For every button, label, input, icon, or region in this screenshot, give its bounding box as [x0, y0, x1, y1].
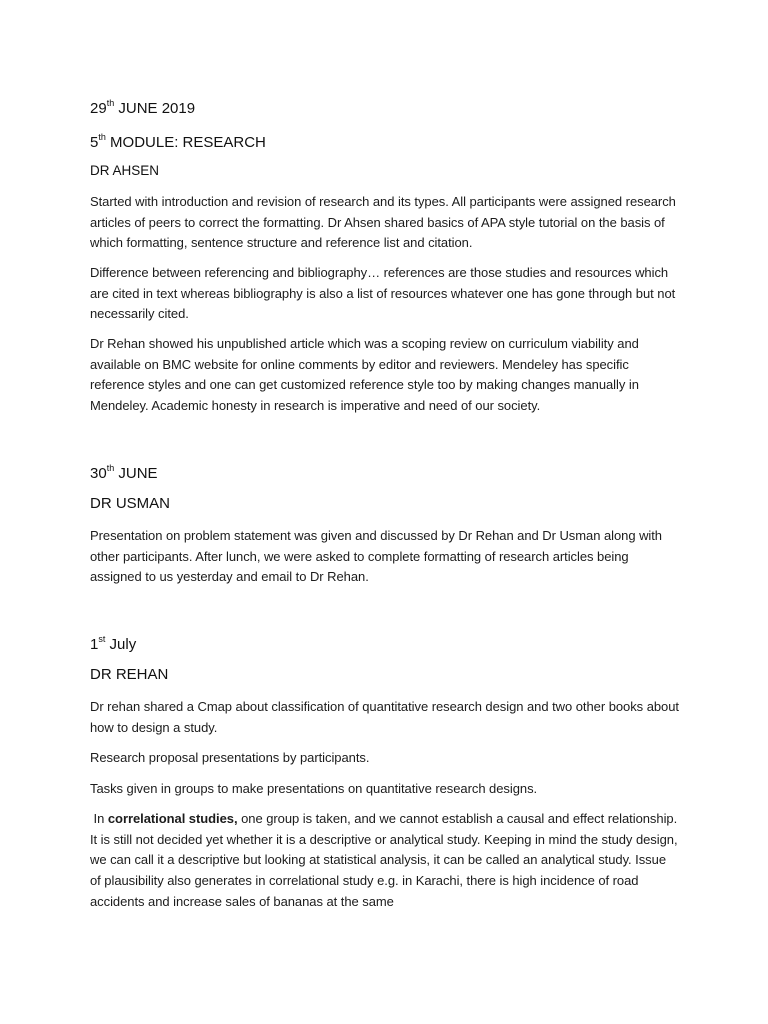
paragraph: Research proposal presentations by participants. [90, 750, 370, 765]
paragraph: Tasks given in groups to make presentations on quantitative research designs. [90, 781, 538, 796]
module-heading [90, 128, 680, 153]
module-title: MODULE: RESEARCH [105, 134, 266, 151]
date-heading-30-june [90, 459, 680, 484]
speaker-heading-usman: DR USMAN [90, 495, 171, 512]
paragraph: Dr Rehan showed his unpublished article which was a scoping review on curriculum viability and available on BMC website for online comments by editor and reviewers. Mendeley has specific reference styles and one can get customized reference style too by making changes manually in Mendeley. Academic honesty in research is imperative and need of our society. [90, 336, 639, 414]
date-heading-29-june [90, 94, 680, 119]
module-suffix: th [98, 132, 106, 142]
date-suffix: th [106, 463, 115, 473]
speaker-heading-rehan: DR REHAN [90, 666, 169, 683]
date-day: 29 [90, 100, 107, 117]
date-suffix: th [106, 98, 115, 108]
date-suffix: st [98, 634, 106, 644]
date-rest: July [105, 636, 137, 653]
paragraph: Dr rehan shared a Cmap about classification of quantitative research design and two other books about how to design a study. [90, 699, 679, 735]
speaker-heading-ahsen: DR AHSEN [90, 163, 160, 178]
paragraph: Presentation on problem statement was given and discussed by Dr Rehan and Dr Usman along with other participants. After lunch, we were asked to complete formatting of research articles being assigned to us yesterday and email to Dr Rehan. [90, 528, 662, 585]
date-rest: JUNE [114, 465, 158, 482]
paragraph-correlational-studies [90, 809, 680, 913]
date-day: 30 [90, 465, 107, 482]
date-heading-1-july [90, 630, 680, 655]
para-rest: one group is taken, and we cannot establish a causal and effect relationship. It is still not decided yet whether it is a descriptive or analytical study. Keeping in mind the study design, we can call it a descriptive but looking at statistical analysis, it can be called an analytical study. Issue of plausibility also generates in correlational study e.g. in Karachi, there is high incidence of road accidents and increase sales of bananas at the same [90, 811, 678, 909]
paragraph: Started with introduction and revision of research and its types. All participants were assigned research articles of peers to correct the formatting. Dr Ahsen shared basics of APA style tutorial on the basis of which formatting, sentence structure and reference list and citation. [90, 194, 676, 251]
date-day: 1 [90, 636, 99, 653]
bold-term: correlational studies, [107, 811, 238, 826]
para-lead: In [90, 811, 108, 826]
paragraph: Difference between referencing and bibliography… references are those studies and resources which are cited in text whereas bibliography is also a list of resources whatever one has gone through but not necessarily cited. [90, 265, 676, 322]
date-rest: JUNE 2019 [114, 100, 196, 117]
module-number: 5 [90, 134, 99, 151]
